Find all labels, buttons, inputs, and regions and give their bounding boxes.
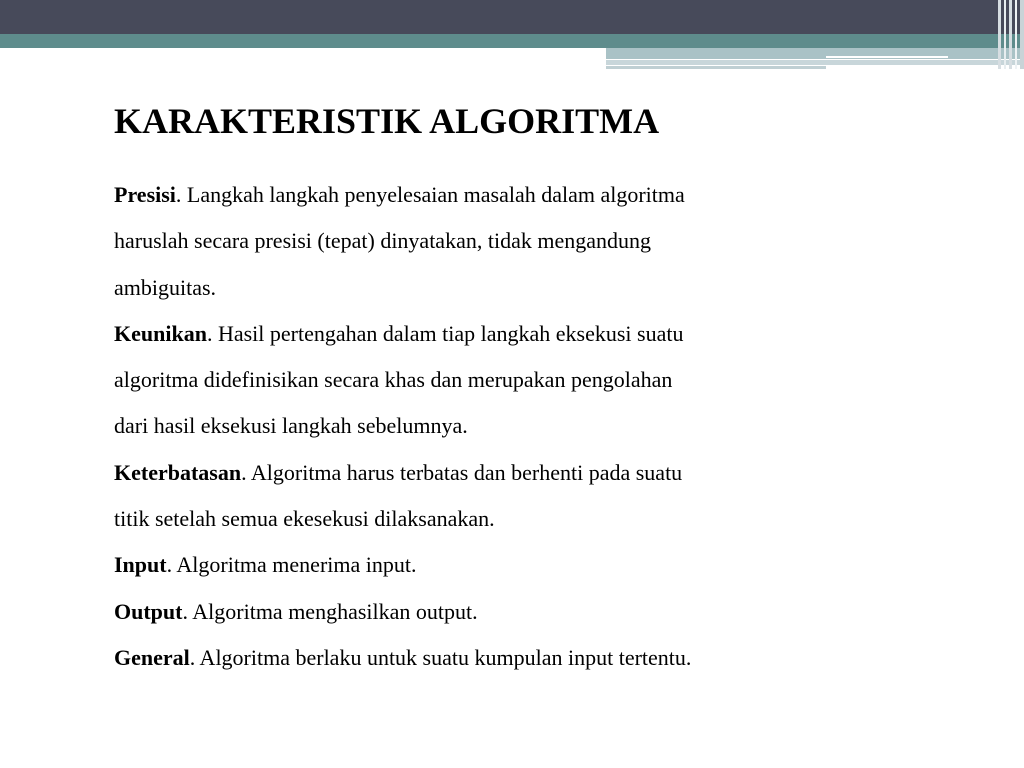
- header-band-dark: [0, 0, 1024, 34]
- text-line: [114, 172, 914, 218]
- characteristic-text: . Algoritma harus terbatas dan berhenti pada suatu: [241, 459, 683, 485]
- text-line: [114, 311, 914, 357]
- characteristic-term: Input: [114, 552, 167, 578]
- text-line: [114, 450, 914, 496]
- text-line: [114, 589, 914, 635]
- text-line: ambiguitas.: [114, 274, 217, 300]
- characteristic-term: Output: [114, 598, 183, 624]
- header-band-teal: [0, 34, 1024, 48]
- text-line: algoritma didefinisikan secara khas dan merupakan pengolahan: [114, 367, 673, 393]
- characteristic-item: [114, 172, 914, 311]
- characteristic-item: [114, 589, 914, 635]
- characteristic-text: . Algoritma berlaku untuk suatu kumpulan input tertentu.: [189, 644, 692, 670]
- characteristic-term: General: [114, 644, 190, 670]
- slide-title: KARAKTERISTIK ALGORITMA: [114, 101, 660, 141]
- text-line: [114, 542, 914, 588]
- characteristic-text: . Hasil pertengahan dalam tiap langkah eksekusi suatu: [206, 320, 684, 346]
- characteristic-term: Presisi: [114, 182, 176, 207]
- characteristic-item: [114, 450, 914, 543]
- text-line: dari hasil eksekusi langkah sebelumnya.: [114, 413, 468, 439]
- characteristic-term: Keterbatasan: [114, 459, 242, 485]
- header-band-teal-light: [606, 48, 1024, 59]
- characteristic-text: . Algoritma menghasilkan output.: [182, 598, 478, 624]
- text-line: titik setelah semua ekesekusi dilaksanakan.: [114, 506, 495, 532]
- header-band-thin: [606, 60, 1024, 65]
- characteristic-term: Keunikan: [114, 320, 207, 346]
- corner-stripes-decoration: [994, 0, 1024, 69]
- text-line: [114, 635, 914, 681]
- text-line: haruslah secara presisi (tepat) dinyatakan, tidak mengandung: [114, 228, 651, 254]
- characteristic-item: [114, 542, 914, 588]
- characteristic-item: [114, 635, 914, 681]
- header-band-thin-short: [606, 66, 826, 69]
- slide-content: [114, 172, 914, 681]
- header-white-line: [826, 56, 948, 58]
- characteristic-item: [114, 311, 914, 450]
- characteristic-text: . Langkah langkah penyelesaian masalah dalam algoritma: [175, 182, 685, 207]
- characteristic-text: . Algoritma menerima input.: [166, 552, 417, 578]
